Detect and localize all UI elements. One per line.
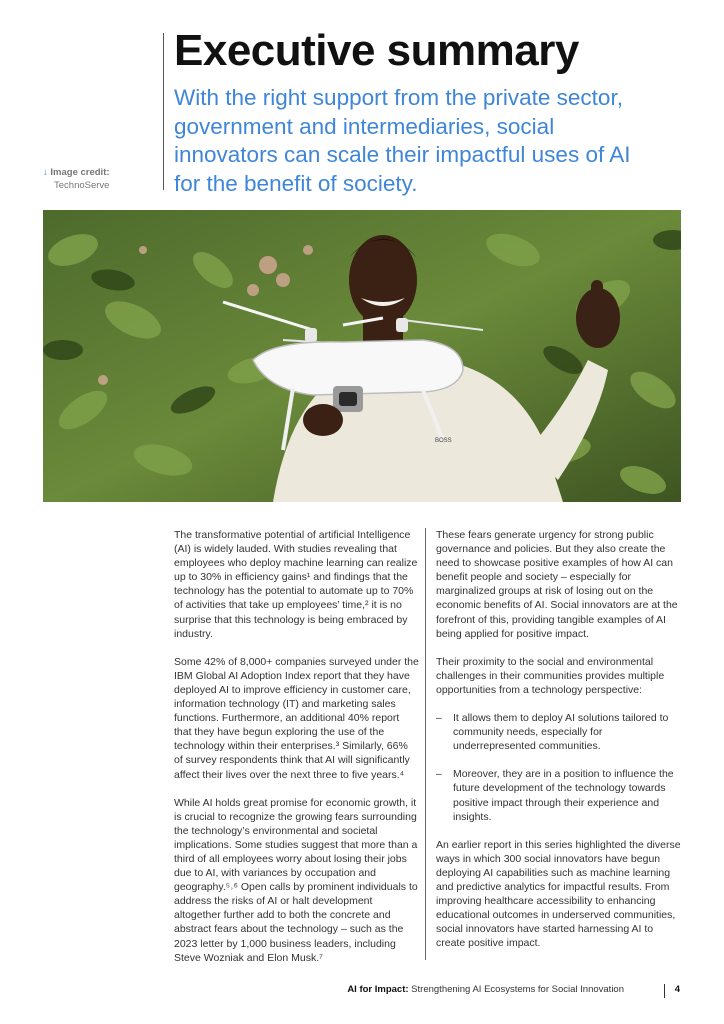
- page-number: 4: [674, 984, 680, 995]
- hero-photo: [43, 210, 681, 502]
- footer-rule: [664, 984, 665, 998]
- footer-title: [347, 984, 624, 995]
- dash-bullet-icon: –: [436, 768, 442, 781]
- footer-title-rest: Strengthening AI Ecosystems for Social Innovation: [408, 984, 624, 995]
- page-title: Executive summary: [174, 26, 579, 75]
- image-credit: [43, 166, 110, 192]
- image-credit-label: Image credit:: [50, 167, 110, 178]
- svg-text:BOSS: BOSS: [435, 438, 452, 444]
- right-paragraph-1: These fears generate urgency for strong public governance and policies. But they also create the need to showcase positive examples of how AI can benefit people and society – especially for marginalized groups at risk of losing out on the economic benefits of AI. Social innovators are at the forefront of this, providing tangible examples of AI being applied for positive impact.: [436, 529, 678, 640]
- list-item-text: Moreover, they are in a position to influence the future development of the technology towards positive impact through their experience and insights.: [453, 768, 674, 823]
- list-item: [436, 767, 684, 823]
- title-rule: [163, 33, 164, 190]
- left-paragraph-3: While AI holds great promise for economic growth, it is crucial to recognize the growing fears surrounding the technology’s environmental and societal implications. Some studies suggest that more than a third of all employees worry about losing their jobs due to AI, with variances by occupation and geography.⁵˒⁶ Open calls by prominent individuals to address the risks of AI or halt development altogether further add to both the concrete and abstract fears about the technology – such as the 2023 letter by 1,000 business leaders, including Steve Wozniak and Elon Musk.⁷: [174, 796, 418, 964]
- left-paragraph-2: Some 42% of 8,000+ companies surveyed under the IBM Global AI Adoption Index report that they have deployed AI to improve efficiency in customer care, information technology (IT) and marketing sales functions. Furthermore, an additional 40% report that they have begun exploring the use of the technology within their enterprises.³ Similarly, 66% of survey respondents think that AI will significantly affect their lives over the next three to five years.⁴: [174, 655, 419, 781]
- body-column-right: [436, 528, 684, 964]
- right-paragraph-3: An earlier report in this series highlighted the diverse ways in which 300 social innovators have begun deploying AI capabilities such as machine learning and predictive analytics for impactful results. From improving healthcare accessibility to enhancing educational outcomes in underserved communities, social innovators have started harnessing AI to create positive impact.: [436, 838, 681, 950]
- page-subtitle: With the right support from the private sector, government and intermediaries, social innovators can scale their impactful uses of AI for the benefit of society.: [174, 85, 631, 196]
- arrow-down-icon: ↓: [43, 167, 48, 178]
- list-item-text: It allows them to deploy AI solutions tailored to community needs, especially for underrepresented communities.: [453, 712, 669, 753]
- right-paragraph-2: Their proximity to the social and environmental challenges in their communities provides multiple opportunities from a technology perspective:: [436, 655, 665, 696]
- footer-title-bold: AI for Impact:: [347, 984, 409, 995]
- column-divider: [425, 528, 426, 960]
- dash-bullet-icon: –: [436, 712, 442, 725]
- body-column-left: [174, 528, 419, 979]
- list-item: [436, 711, 684, 753]
- left-paragraph-1: The transformative potential of artificial Intelligence (AI) is widely lauded. With studies revealing that employees who deploy machine learning can realize up to 30% in efficiency gains¹ and findings that the technology has the potential to automate up to 70% of activities that take up employees’ time,² it is no surprise that this technology is being embraced by industry.: [174, 529, 418, 640]
- image-credit-source: TechnoServe: [54, 180, 110, 191]
